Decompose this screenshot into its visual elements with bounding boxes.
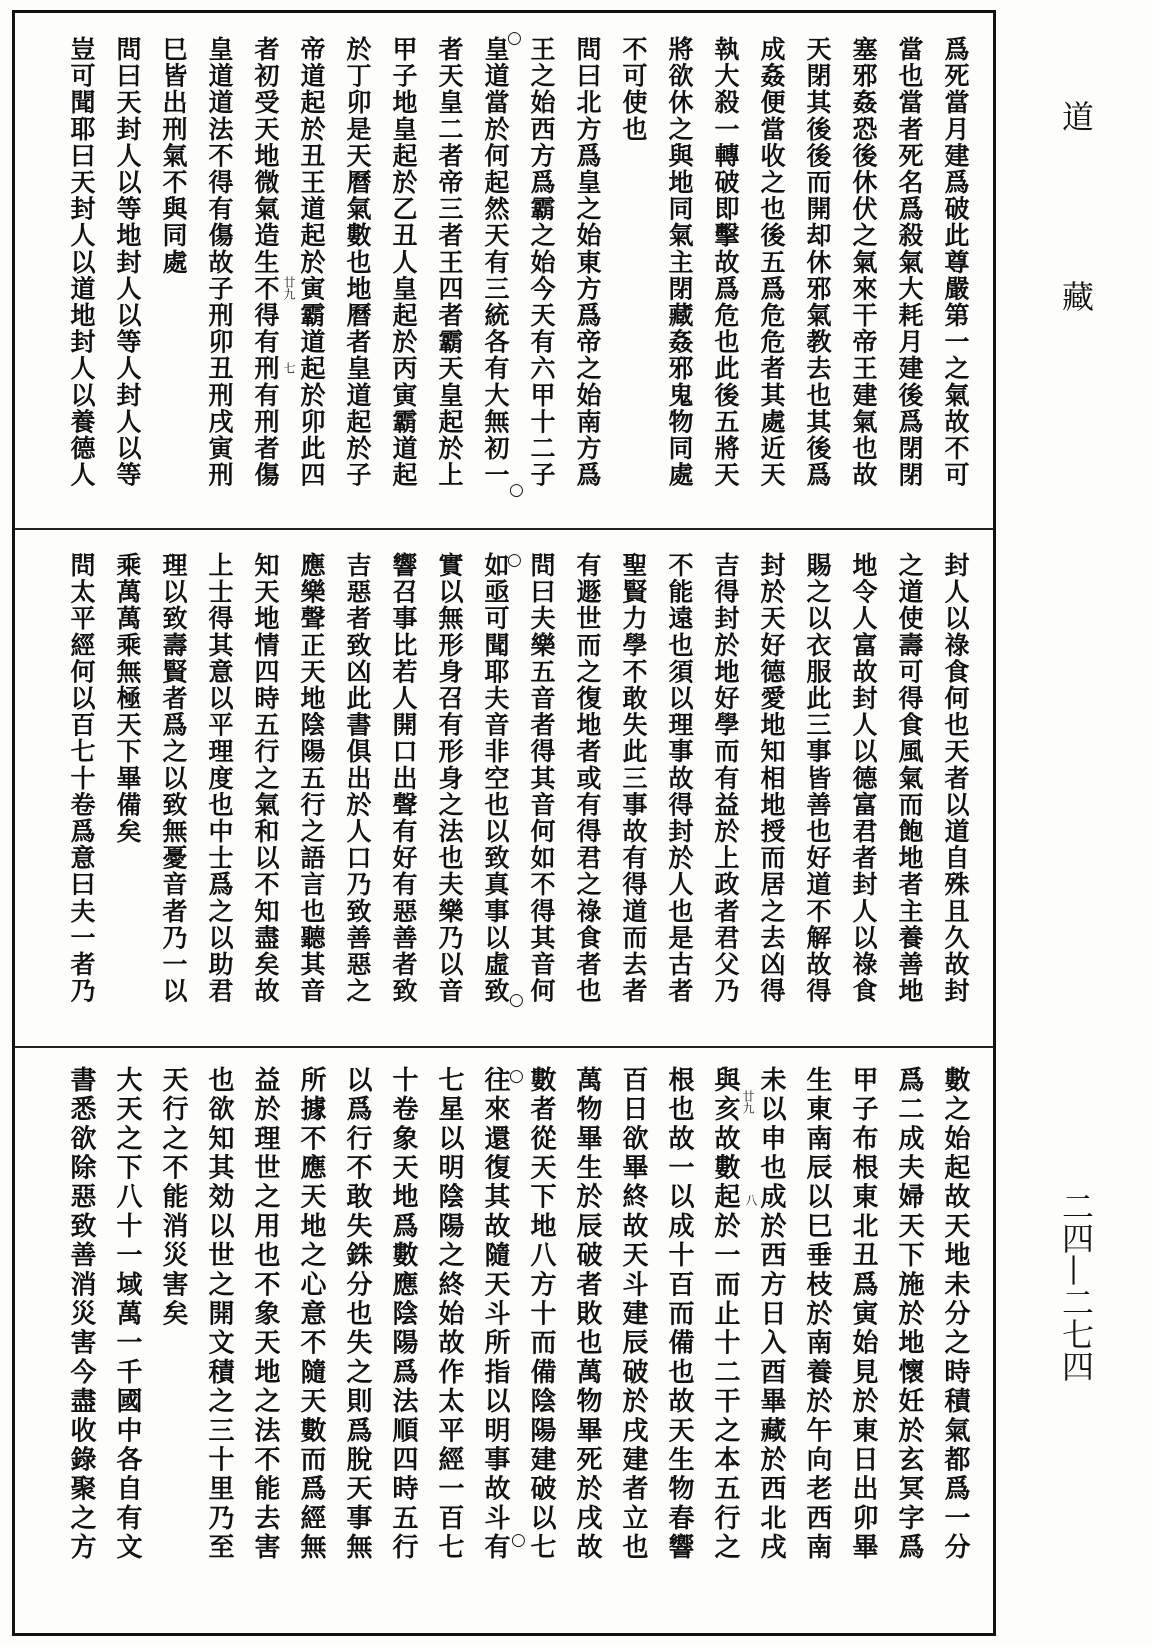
text-column: 地令人富故封人以德富君者封人以祿食 bbox=[849, 552, 878, 1005]
panel-divider bbox=[14, 528, 994, 530]
text-column: 大天之下八十一域萬一千國中各自有文 bbox=[112, 1066, 142, 1563]
text-column: 百日欲畢終故天斗建辰破於戌建者立也 bbox=[618, 1066, 648, 1563]
text-column: 未以申也成於西方日入酉畢藏於西北戌 bbox=[756, 1066, 786, 1563]
text-column: 甲子布根東北丑爲寅始見於東日出卯畢 bbox=[848, 1066, 878, 1563]
collection-title-char: 藏 bbox=[1057, 280, 1095, 312]
text-column: 豈可聞耶曰天封人以道地封人以養德人 bbox=[67, 36, 96, 489]
text-column: 生東南辰以巳垂枝於南養於午向老西南 bbox=[802, 1066, 832, 1563]
text-column: 封人以祿食何也天者以道自殊且久故封 bbox=[941, 552, 970, 1005]
section-marker: ○ bbox=[507, 28, 522, 48]
text-column: 問曰北方爲皇之始東方爲帝之始南方爲 bbox=[573, 36, 602, 489]
section-marker: ○ bbox=[509, 480, 524, 500]
text-column: 吉得封於地好學而有益於上政者君父乃 bbox=[711, 552, 740, 1005]
text-column: 七星以明陰陽之終始故作太平經一百七 bbox=[434, 1066, 464, 1563]
margin-annotation: 廿九 bbox=[282, 276, 296, 300]
text-column: 巳皆出刑氣不與同處 bbox=[159, 36, 188, 276]
text-column: 天閉其後後而開却休邪氣教去也其後爲 bbox=[803, 36, 832, 489]
text-column: 所據不應天地之心意不隨天數而爲經無 bbox=[296, 1066, 326, 1563]
text-panel-top bbox=[58, 36, 978, 518]
text-column: 皇道當於何起然天有三統各有大無初一 bbox=[481, 36, 510, 489]
section-marker: ○ bbox=[509, 1066, 524, 1086]
text-column: 者初受天地微氣造生不得有刑有刑者傷 bbox=[251, 36, 280, 489]
text-column: 與亥故數起於一而止十二干之本五行之 bbox=[710, 1066, 740, 1563]
text-column: 問曰天封人以等地封人以等人封人以等 bbox=[113, 36, 142, 489]
text-column: 十卷象天地爲數應陰陽爲法順四時五行 bbox=[388, 1066, 418, 1563]
section-marker: ○ bbox=[507, 550, 522, 570]
text-column: 皇道道法不得有傷故子刑卯丑刑戌寅刑 bbox=[205, 36, 234, 489]
text-column: 萬物畢生於辰破者敗也萬物畢死於戌故 bbox=[572, 1066, 602, 1563]
text-column: 吉惡者致凶此書俱出於人口乃致善惡之 bbox=[343, 552, 372, 1005]
text-column: 將欲休之與地同氣主閉藏姦邪鬼物同處 bbox=[665, 36, 694, 489]
text-column: 以爲行不敢失銖分也失之則爲脫天事無 bbox=[342, 1066, 372, 1563]
text-column: 乘萬萬乘無極天下畢備矣 bbox=[113, 552, 142, 845]
text-column: 不能遠也須以理事故得封於人也是古者 bbox=[665, 552, 694, 1005]
text-column: 封於天好德愛地知相地授而居之去凶得 bbox=[757, 552, 786, 1005]
text-column: 往來還復其故隨天斗所指以明事故斗有 bbox=[480, 1066, 510, 1563]
text-column: 王之始西方爲霸之始今天有六甲十二子 bbox=[527, 36, 556, 489]
margin-annotation: 七 bbox=[282, 362, 296, 374]
text-column: 應樂聲正天地陰陽五行之語言也聽其音 bbox=[297, 552, 326, 1005]
text-column: 如亟可聞耶夫音非空也以致真事以虛致 bbox=[481, 552, 510, 1005]
text-column: 執大殺一轉破即擊故爲危也此後五將天 bbox=[711, 36, 740, 489]
text-column: 於丁卯是天曆氣數也地曆者皇道起於子 bbox=[343, 36, 372, 489]
text-column: 不可使也 bbox=[619, 36, 648, 143]
text-panel-bottom bbox=[58, 1066, 978, 1596]
text-column: 問太平經何以百七十卷爲意曰夫一者乃 bbox=[67, 552, 96, 1005]
text-column: 甲子地皇起於乙丑人皇起於丙寅霸道起 bbox=[389, 36, 418, 489]
text-column: 數之始起故天地未分之時積氣都爲一分 bbox=[940, 1066, 970, 1563]
text-column: 賜之以衣服此三事皆善也好道不解故得 bbox=[803, 552, 832, 1005]
text-column: 理以致壽賢者爲之以致無憂音者乃一以 bbox=[159, 552, 188, 1005]
text-panel-middle bbox=[58, 552, 978, 1034]
text-column: 書悉欲除惡致善消災害今盡收錄聚之方 bbox=[66, 1066, 96, 1563]
text-column: 知天地情四時五行之氣和以不知盡矣故 bbox=[251, 552, 280, 1005]
section-marker: ○ bbox=[511, 1530, 526, 1550]
text-column: 上士得其意以平理度也中士爲之以助君 bbox=[205, 552, 234, 1005]
text-column: 響召事比若人開口出聲有好有惡善者致 bbox=[389, 552, 418, 1005]
section-marker: ○ bbox=[509, 990, 524, 1010]
collection-title-char: 道 bbox=[1057, 100, 1095, 132]
text-column: 成姦便當收之也後五爲危危者其處近天 bbox=[757, 36, 786, 489]
page-number: 二四—二七四 bbox=[1057, 1190, 1095, 1382]
text-column: 爲死當月建爲破此尊嚴第一之氣故不可 bbox=[941, 36, 970, 489]
text-column: 問曰夫樂五音者得其音何如不得其音何 bbox=[527, 552, 556, 1005]
text-column: 天行之不能消災害矣 bbox=[158, 1066, 188, 1329]
margin-annotation: 八 bbox=[744, 1194, 758, 1206]
text-column: 聖賢力學不敢失此三事故有得道而去者 bbox=[619, 552, 648, 1005]
text-column: 爲二成夫婦天下施於地懷妊於玄冥字爲 bbox=[894, 1066, 924, 1563]
text-column: 有遯世而之復地者或有得君之祿食者也 bbox=[573, 552, 602, 1005]
text-column: 數者從天下地八方十而備陰陽建破以七 bbox=[526, 1066, 556, 1563]
text-column: 根也故一以成十百而備也故天生物春響 bbox=[664, 1066, 694, 1563]
text-column: 帝道起於丑王道起於寅霸道起於卯此四 bbox=[297, 36, 326, 489]
text-column: 塞邪姦恐後休伏之氣來干帝王建氣也故 bbox=[849, 36, 878, 489]
text-column: 益於理世之用也不象天地之法不能去害 bbox=[250, 1066, 280, 1563]
text-column: 實以無形身召有形身之法也夫樂乃以音 bbox=[435, 552, 464, 1005]
text-column: 也欲知其効以世之開文積之三十里乃至 bbox=[204, 1066, 234, 1563]
panel-divider bbox=[14, 1046, 994, 1048]
text-column: 之道使壽可得食風氣而飽地者主養善地 bbox=[895, 552, 924, 1005]
text-column: 者天皇二者帝三者王四者霸天皇起於上 bbox=[435, 36, 464, 489]
margin-annotation: 廿九 bbox=[741, 1090, 755, 1114]
text-column: 當也當者死名爲殺氣大耗月建後爲閉閉 bbox=[895, 36, 924, 489]
